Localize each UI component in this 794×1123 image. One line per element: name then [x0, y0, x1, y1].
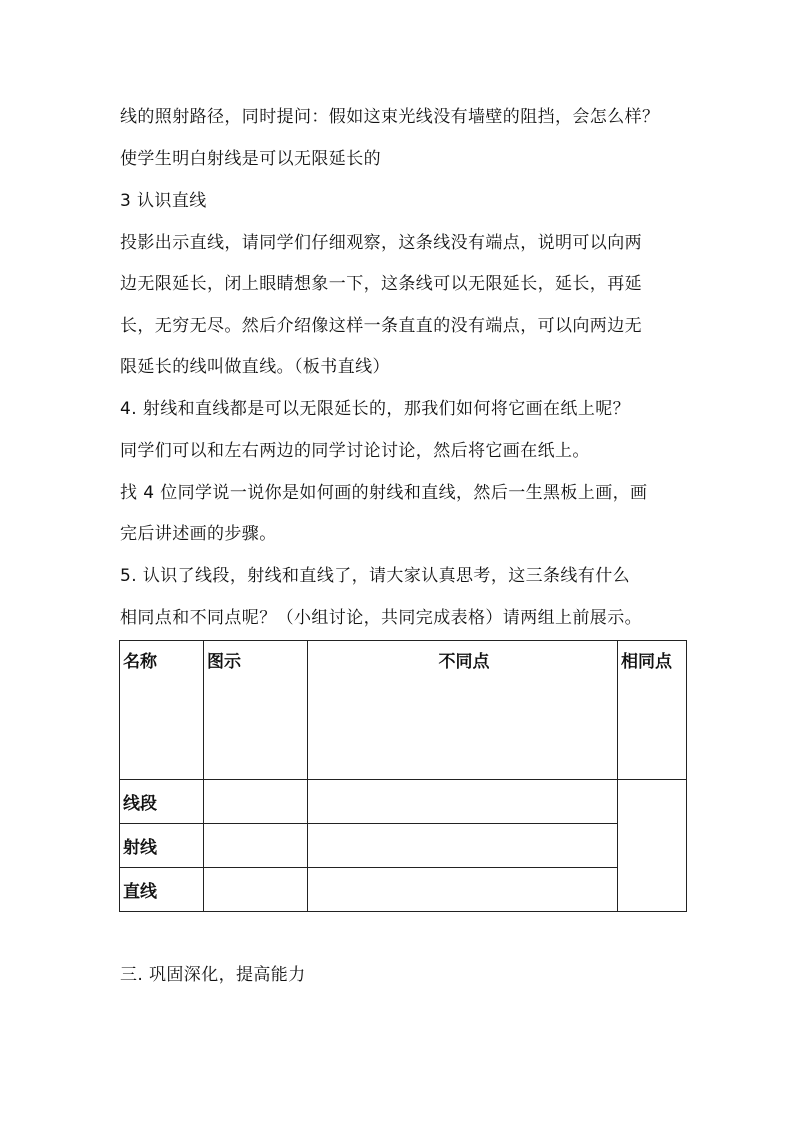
table-row [120, 868, 687, 912]
paragraph-line: 使学生明白射线是可以无限延长的 [120, 149, 381, 169]
table-row [120, 824, 687, 868]
paragraph-line: 限延长的线叫做直线。（板书直线） [120, 357, 390, 377]
table-header-row [120, 641, 687, 780]
paragraph-line: 找 4 位同学说一说你是如何画的射线和直线，然后一生黑板上画，画 [120, 483, 648, 503]
table-row [120, 780, 687, 824]
header-name: 名称 [120, 641, 204, 780]
paragraph-line: 相同点和不同点呢？（小组讨论，共同完成表格）请两组上前展示。 [120, 608, 642, 628]
paragraph-line: 边无限延长，闭上眼睛想象一下，这条线可以无限延长，延长，再延 [120, 274, 642, 294]
row-difference-cell[interactable] [308, 824, 618, 868]
section-heading: 三. 巩固深化，提高能力 [120, 965, 306, 985]
row-difference-cell[interactable] [308, 868, 618, 912]
shared-similarity-cell[interactable] [618, 780, 687, 912]
paragraph-line: 4. 射线和直线都是可以无限延长的，那我们如何将它画在纸上呢？ [120, 399, 631, 419]
row-figure-cell[interactable] [204, 868, 308, 912]
paragraph-line: 完后讲述画的步骤。 [120, 524, 277, 544]
paragraph-line: 5. 认识了线段，射线和直线了，请大家认真思考，这三条线有什么 [120, 566, 631, 586]
paragraph-line: 线的照射路径，同时提问：假如这束光线没有墙壁的阻挡，会怎么样？ [120, 107, 660, 127]
row-name: 射线 [120, 824, 204, 868]
row-difference-cell[interactable] [308, 780, 618, 824]
row-name: 直线 [120, 868, 204, 912]
section-title-3: 3 认识直线 [120, 191, 207, 211]
row-figure-cell[interactable] [204, 824, 308, 868]
paragraph-line: 同学们可以和左右两边的同学讨论讨论，然后将它画在纸上。 [120, 441, 590, 461]
paragraph-line: 长，无穷无尽。然后介绍像这样一条直直的没有端点，可以向两边无 [120, 316, 642, 336]
header-figure: 图示 [204, 641, 308, 780]
comparison-table [119, 640, 687, 912]
row-name: 线段 [120, 780, 204, 824]
header-difference: 不同点 [308, 641, 618, 780]
row-figure-cell[interactable] [204, 780, 308, 824]
header-similarity: 相同点 [618, 641, 687, 780]
paragraph-line: 投影出示直线，请同学们仔细观察，这条线没有端点，说明可以向两 [120, 233, 642, 253]
